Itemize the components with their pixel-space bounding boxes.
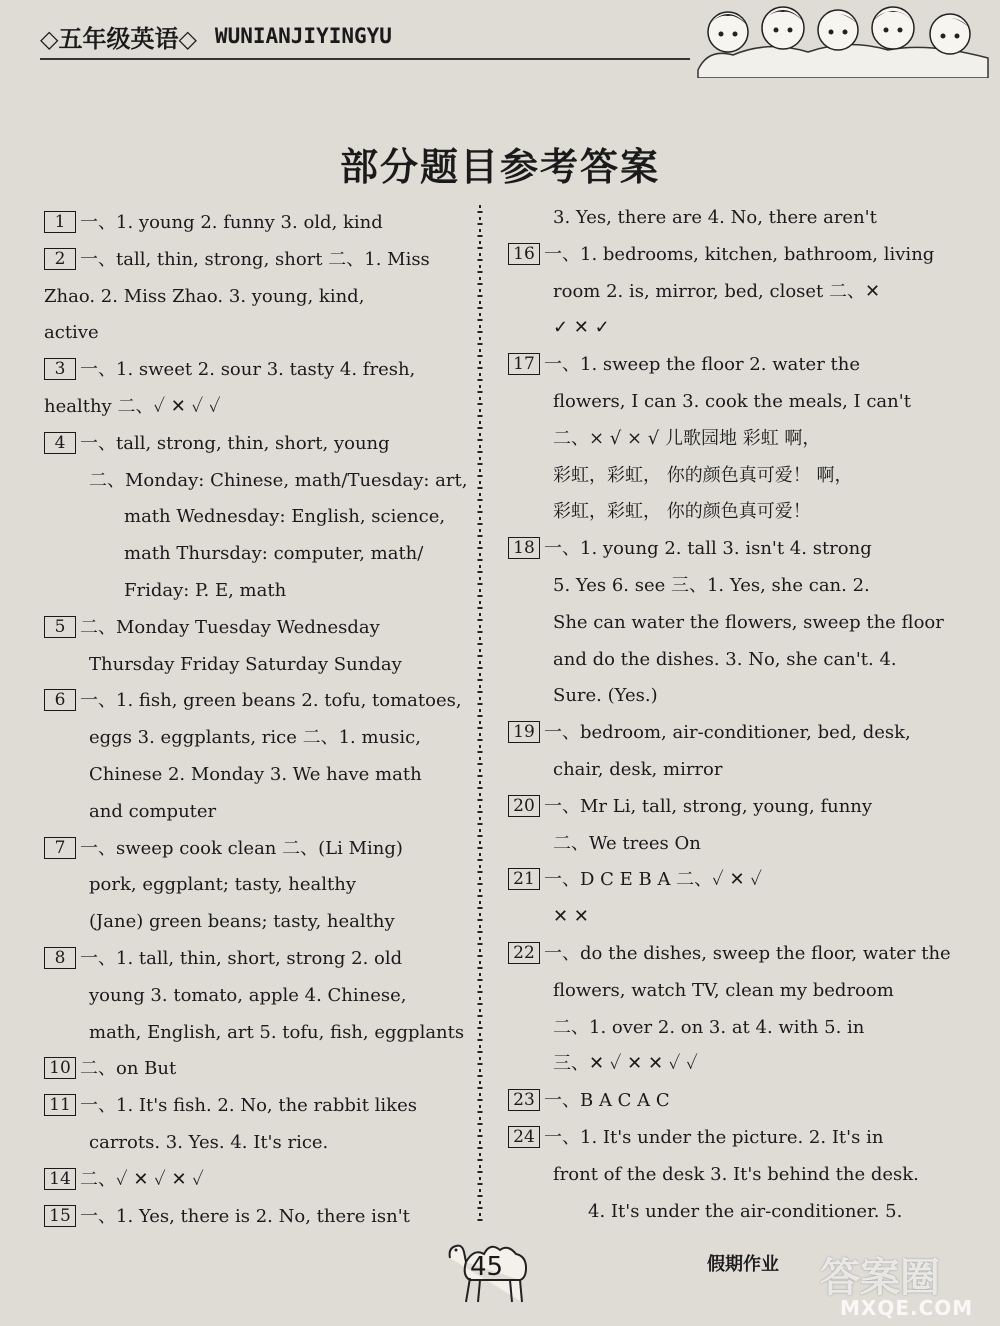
question-number: 5 [44, 616, 76, 638]
question-number: 1 [44, 211, 76, 233]
answer-text: healthy 二、✓ ✕ ✓ ✓ [44, 395, 221, 417]
answer-line [508, 752, 926, 789]
question-number: 21 [508, 868, 540, 890]
answer-text: 二、Monday: Chinese, math/Tuesday: art, [89, 469, 468, 491]
answer-text: ✓ ✕ ✓ [553, 317, 610, 339]
question-number: 24 [508, 1126, 540, 1148]
answer-line [44, 426, 462, 463]
answer-text: 二、✓ ✕ ✓ ✕ ✓ [80, 1168, 204, 1190]
question-number: 22 [508, 942, 540, 964]
answer-line [508, 862, 926, 899]
question-number: 15 [44, 1205, 76, 1227]
answer-text: 彩虹，彩虹， 你的颜色真可爱！ 啊， [553, 464, 853, 486]
answer-line [44, 941, 462, 978]
answer-line [44, 242, 462, 279]
answer-text: 一、tall, strong, thin, short, young [80, 432, 390, 454]
answer-text: Thursday Friday Saturday Sunday [89, 653, 402, 675]
answer-text: 一、D C E B A 二、✓ ✕ ✓ [544, 869, 762, 891]
answer-line [44, 683, 462, 720]
answer-text: 一、1. tall, thin, short, strong 2. old [80, 947, 403, 969]
question-number: 4 [44, 432, 76, 454]
answer-text: 三、✕ ✓ ✕ ✕ ✓ ✓ [553, 1053, 698, 1075]
answer-line [44, 1088, 462, 1125]
answer-line [508, 715, 926, 752]
answer-text: young 3. tomato, apple 4. Chinese, [89, 984, 407, 1006]
answer-text: 5. Yes 6. see 三、1. Yes, she can. 2. [553, 574, 870, 596]
question-number: 14 [44, 1168, 76, 1190]
answer-line [508, 384, 926, 421]
answer-text: 4. It's under the air-conditioner. 5. [588, 1200, 903, 1222]
answer-text: 一、1. sweet 2. sour 3. tasty 4. fresh, [80, 359, 416, 381]
answer-text: Chinese 2. Monday 3. We have math [89, 763, 422, 785]
answer-line [44, 315, 462, 352]
answer-text: 二、We trees On [553, 832, 701, 854]
answer-line [44, 205, 462, 242]
answer-text: 二、× √ × √ 儿歌园地 彩虹 啊， [553, 427, 821, 449]
answer-text: 一、1. fish, green beans 2. tofu, tomatoes, [80, 690, 462, 712]
question-number: 8 [44, 947, 76, 969]
pinyin-label: WUNIANJIYINGYU [214, 24, 392, 48]
answer-line [44, 610, 462, 647]
answer-text: carrots. 3. Yes. 4. It's rice. [89, 1131, 329, 1153]
answer-text: and do the dishes. 3. No, she can't. 4. [553, 648, 897, 670]
question-number: 2 [44, 248, 76, 270]
page-title: 部分题目参考答案 [339, 145, 660, 189]
answer-line [44, 757, 462, 794]
answer-text: 一、1. young 2. tall 3. isn't 4. strong [544, 538, 872, 560]
answer-text: 一、1. sweep the floor 2. water the [544, 354, 861, 376]
question-number: 23 [508, 1089, 540, 1111]
answer-text: 一、tall, thin, strong, short 二、1. Miss [80, 248, 430, 270]
answer-line [508, 605, 944, 642]
answer-line [44, 867, 462, 904]
answer-line [44, 499, 462, 536]
answer-text: pork, eggplant; tasty, healthy [89, 874, 357, 896]
answer-line [44, 1199, 462, 1236]
answer-line [44, 1015, 465, 1052]
answer-text: 彩虹，彩虹， 你的颜色真可爱！ [553, 501, 811, 523]
answer-line [44, 831, 462, 868]
answer-text: Sure. (Yes.) [553, 685, 658, 707]
answer-line [44, 978, 462, 1015]
answer-text: front of the desk 3. It's behind the desk. [553, 1163, 919, 1185]
answer-line [44, 573, 462, 610]
answer-line [44, 1125, 462, 1162]
answer-line [508, 789, 926, 826]
answer-text: 一、1. It's under the picture. 2. It's in [544, 1126, 884, 1148]
answer-text: Zhao. 2. Miss Zhao. 3. young, kind, [44, 285, 365, 307]
question-number: 10 [44, 1057, 76, 1079]
answer-line [44, 1162, 462, 1199]
answer-line [508, 1083, 926, 1120]
answer-line [44, 536, 462, 573]
answer-line [508, 936, 951, 973]
answer-line [508, 421, 926, 458]
answer-text: 二、on But [80, 1058, 177, 1080]
question-number: 11 [44, 1094, 76, 1116]
answer-line [508, 678, 926, 715]
question-number: 16 [508, 243, 540, 265]
answer-text: chair, desk, mirror [553, 758, 723, 780]
footer-label: 假期作业 [707, 1254, 779, 1275]
answer-text: ✕ ✕ [553, 906, 589, 928]
answer-line [44, 279, 462, 316]
answer-line [44, 463, 468, 500]
answer-line [508, 1194, 926, 1231]
answer-text: flowers, I can 3. cook the meals, I can't [553, 390, 911, 412]
answer-text: 二、1. over 2. on 3. at 4. with 5. in [553, 1016, 865, 1038]
answer-line [44, 647, 462, 684]
right-column [508, 200, 951, 1230]
answer-line [508, 899, 926, 936]
answer-line [508, 274, 926, 311]
answer-line [508, 237, 935, 274]
answer-text: 3. Yes, there are 4. No, there aren't [553, 207, 877, 228]
answer-line [508, 568, 926, 605]
answer-line [508, 531, 926, 568]
answer-text: eggs 3. eggplants, rice 二、1. music, [89, 727, 421, 749]
answer-line [44, 389, 462, 426]
answer-line [44, 720, 462, 757]
answer-line [508, 1120, 926, 1157]
question-number: 20 [508, 795, 540, 817]
watermark-url: MXQE.COM [840, 1296, 974, 1320]
page-header [40, 18, 392, 54]
answer-line [508, 1010, 926, 1047]
answer-line [508, 200, 926, 237]
answer-text: math, English, art 5. tofu, fish, eggplants [89, 1021, 465, 1043]
answer-text: math Wednesday: English, science, [124, 506, 446, 528]
answer-text: 二、Monday Tuesday Wednesday [80, 616, 380, 638]
question-number: 19 [508, 721, 540, 743]
answer-text: 一、sweep cook clean 二、(Li Ming) [80, 837, 403, 859]
dotted-divider [476, 205, 484, 1225]
answer-text: 一、1. Yes, there is 2. No, there isn't [80, 1205, 410, 1227]
page-number: 45 [470, 1252, 504, 1282]
answer-text: and computer [89, 800, 217, 822]
answer-text: 一、Mr Li, tall, strong, young, funny [544, 795, 873, 817]
answer-line [44, 794, 462, 831]
answer-line [508, 1046, 926, 1083]
answer-line [508, 494, 926, 531]
answer-text: math Thursday: computer, math/ [124, 543, 424, 565]
question-number: 3 [44, 358, 76, 380]
question-number: 18 [508, 537, 540, 559]
answer-text: 一、1. young 2. funny 3. old, kind [80, 212, 383, 233]
answer-text: (Jane) green beans; tasty, healthy [89, 911, 395, 933]
cartoon-kids-icon [688, 0, 993, 78]
answer-text: flowers, watch TV, clean my bedroom [553, 979, 894, 1001]
answer-text: 一、1. bedrooms, kitchen, bathroom, living [544, 243, 935, 265]
answer-line [508, 310, 926, 347]
answer-text: 一、1. It's fish. 2. No, the rabbit likes [80, 1095, 417, 1117]
answer-line [508, 347, 926, 384]
answer-text: active [44, 322, 99, 344]
left-column [44, 205, 468, 1235]
grade-label: ◇五年级英语◇ [40, 24, 197, 53]
answer-line [44, 1051, 462, 1088]
question-number: 17 [508, 353, 540, 375]
answer-line [44, 352, 462, 389]
answer-text: 一、bedroom, air-conditioner, bed, desk, [544, 722, 911, 744]
answer-text: She can water the flowers, sweep the floor [553, 611, 944, 633]
watermark-logo: 答案圈 [820, 1255, 940, 1301]
answer-line [508, 826, 926, 863]
answer-line [508, 1157, 926, 1194]
answer-text: room 2. is, mirror, bed, closet 二、✕ [553, 280, 881, 302]
answer-text: 一、B A C A C [544, 1090, 670, 1112]
answer-text: 一、do the dishes, sweep the floor, water the [544, 942, 951, 964]
question-number: 7 [44, 837, 76, 859]
header-rule [40, 58, 690, 60]
answer-text: Friday: P. E, math [124, 579, 287, 601]
answer-line [508, 642, 926, 679]
answer-line [508, 458, 926, 495]
answer-line [44, 904, 462, 941]
question-number: 6 [44, 689, 76, 711]
answer-line [508, 973, 926, 1010]
